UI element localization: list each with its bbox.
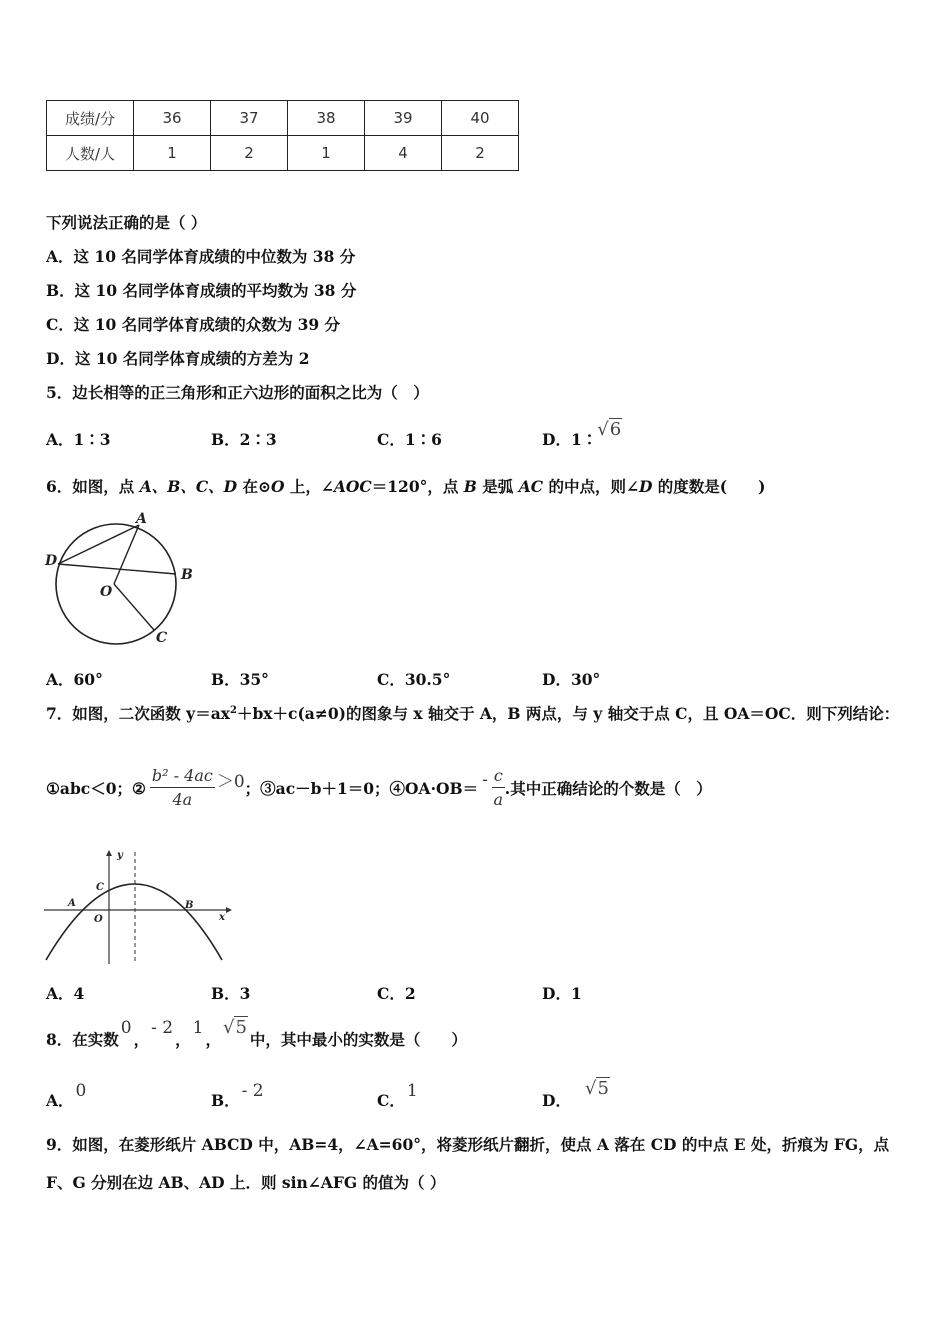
parabola-figure: [44, 848, 234, 966]
sqrt-radicand: 5: [597, 1078, 609, 1099]
score-table: [46, 100, 519, 171]
q7-stem: [46, 702, 899, 724]
q5-option-d-label: D．1∶: [542, 430, 598, 449]
label-a: A: [68, 898, 76, 909]
table-header-row: [47, 101, 519, 136]
q4-option-b: B．这 10 名同学体育成绩的平均数为 38 分: [46, 281, 357, 300]
q8-option-b-value: - 2: [241, 1081, 264, 1101]
q6-option-c: C．30.5°: [377, 670, 451, 689]
q7-option-a: A．4: [46, 984, 85, 1003]
label-a: A: [136, 511, 147, 527]
q6-option-d: D．30°: [542, 670, 601, 689]
sqrt-6-expression: √6: [597, 419, 622, 440]
q8-stem-prefix: 8．在实数: [46, 1030, 119, 1049]
fraction-denominator: a: [493, 790, 504, 809]
q8-sep: ，: [133, 1030, 150, 1049]
table-cell: 2: [442, 136, 519, 171]
table-cell: 36: [134, 101, 211, 136]
q8-option-a-label: A．: [46, 1091, 74, 1110]
table-cell: 4: [365, 136, 442, 171]
q6-stem-part: AC: [518, 477, 544, 496]
q6-stem-part: 6．如图，点: [46, 477, 140, 496]
q8-option-c: [377, 1081, 418, 1110]
q4-option-a: A．这 10 名同学体育成绩的中位数为 38 分: [46, 247, 356, 266]
q6-stem-part: A、B、C、D: [139, 477, 238, 496]
q6-stem-part: 的度数是( ): [652, 477, 766, 496]
q7-conclusion-1: ①abc＜0；②: [46, 778, 146, 798]
fraction-c-over-a: [492, 766, 505, 809]
q6-stem-part: 是弧: [476, 477, 519, 496]
segment-oa: [114, 525, 139, 584]
table-cell: 38: [288, 101, 365, 136]
sqrt-radicand: 5: [235, 1017, 247, 1038]
table-cell: 40: [442, 101, 519, 136]
q7-conclusion-3: ；③ac－b＋1＝0；④OA·OB＝: [244, 778, 479, 798]
table-cell: 1: [134, 136, 211, 171]
sqrt-5-expression: √5: [584, 1078, 609, 1099]
q8-option-b-label: B．: [211, 1091, 240, 1110]
q8-option-c-label: C．: [377, 1091, 405, 1110]
q6-stem-part: D: [638, 477, 653, 496]
parabola-curve: [46, 884, 222, 960]
q6-stem-part: B: [463, 477, 477, 496]
q8-stem: [46, 1016, 467, 1049]
label-d: D: [45, 553, 58, 569]
table-cell: 37: [211, 101, 288, 136]
x-axis-arrow: [226, 907, 232, 913]
label-o: O: [94, 914, 103, 925]
num-zero: 0: [120, 1018, 132, 1038]
q4-option-d: D．这 10 名同学体育成绩的方差为 2: [46, 349, 310, 368]
table-cell: 成绩/分: [47, 101, 134, 136]
table-cell: 2: [211, 136, 288, 171]
table-cell: 39: [365, 101, 442, 136]
q6-option-a: A．60°: [46, 670, 103, 689]
q6-stem-part: O: [270, 477, 285, 496]
q7-option-c: C．2: [377, 984, 416, 1003]
q7-conclusion-end: .其中正确结论的个数是（ ）: [504, 778, 712, 798]
segment-oc: [114, 584, 154, 630]
q9-stem-line-1: 9．如图，在菱形纸片 ABCD 中，AB=4，∠A=60°，将菱形纸片翻折，使点 A 落在 CD 的中点 E 处，折痕为 FG，点: [46, 1135, 890, 1154]
label-o: O: [100, 584, 113, 600]
q7-option-d: D．1: [542, 984, 582, 1003]
label-y: y: [117, 850, 123, 861]
table-cell: 人数/人: [47, 136, 134, 171]
q5-option-b: B．2∶3: [211, 430, 277, 449]
label-x: x: [219, 912, 225, 923]
sqrt-5-expression: √5: [222, 1017, 247, 1038]
y-axis-arrow: [106, 850, 112, 856]
q7-stem-part: ＋bx＋c(a≠0)的图象与 x 轴交于 A，B 两点，与 y 轴交于点 C，且 OA＝OC．则下列结论：: [236, 704, 900, 723]
q4-stem: 下列说法正确的是（ ）: [46, 213, 207, 232]
fraction-numerator: b² - 4ac: [150, 766, 215, 788]
q7-option-b: B．3: [211, 984, 251, 1003]
q5-stem: 5．边长相等的正三角形和正六边形的面积之比为（ ）: [46, 383, 429, 402]
q7-conclusions: [46, 766, 712, 809]
label-b: B: [181, 567, 193, 583]
q5-option-d: [542, 419, 622, 450]
q6-option-b: B．35°: [211, 670, 269, 689]
table-row: [47, 136, 519, 171]
q7-stem-part: 7．如图，二次函数 y＝ax: [46, 704, 230, 723]
num-neg-two: - 2: [151, 1018, 174, 1038]
fraction-denominator: 4a: [172, 790, 193, 809]
q8-option-b: [211, 1081, 264, 1110]
segment-db: [58, 564, 176, 574]
q6-stem-part: AOC: [333, 477, 372, 496]
q6-stem-part: ＝120°，点: [371, 477, 464, 496]
q9-stem-line-2: F、G 分别在边 AB、AD 上．则 sin∠AFG 的值为（ ）: [46, 1173, 446, 1192]
q8-option-d-label: D．: [542, 1091, 571, 1110]
q5-option-a: A．1∶3: [46, 430, 111, 449]
label-c: C: [96, 882, 104, 893]
gt-zero: ＞0: [216, 772, 245, 792]
circle-figure: [40, 510, 200, 650]
q7-stem-sup: 2: [229, 704, 237, 716]
q8-option-a-value: 0: [75, 1081, 87, 1101]
q8-option-a: [46, 1081, 87, 1110]
q8-stem-end: 中，其中最小的实数是（ ）: [249, 1030, 467, 1049]
sqrt-radicand: 6: [609, 419, 622, 440]
q5-option-c: C．1∶6: [377, 430, 442, 449]
q6-stem-part: 的中点，则∠: [543, 477, 639, 496]
num-one: 1: [192, 1018, 204, 1038]
q8-option-d: [542, 1078, 610, 1110]
label-c: C: [156, 630, 168, 646]
fraction-discriminant: [150, 766, 215, 809]
label-b: B: [185, 900, 194, 911]
circle-o: [56, 524, 176, 644]
fraction-numerator: c: [492, 766, 505, 788]
table-cell: 1: [288, 136, 365, 171]
minus-sign: -: [482, 769, 488, 790]
q6-stem-part: 在⊙: [237, 477, 271, 496]
q4-option-c: C．这 10 名同学体育成绩的众数为 39 分: [46, 315, 341, 334]
q8-sep: ，: [205, 1030, 221, 1049]
q8-option-c-value: 1: [406, 1081, 418, 1101]
q6-stem: [46, 475, 765, 497]
q8-sep: ，: [175, 1030, 191, 1049]
q6-stem-part: 上，∠: [284, 477, 334, 496]
